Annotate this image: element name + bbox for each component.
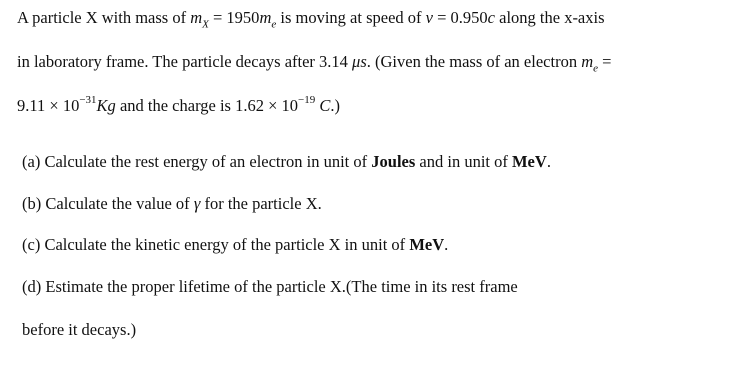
math-exponent: −31 <box>79 93 97 106</box>
problem-line-1 <box>17 8 717 31</box>
problem-text: and the charge is 1.62 × 10 <box>115 96 299 115</box>
math-var: γ <box>193 194 201 213</box>
problem-text: in laboratory frame. The particle decays after 3.14 <box>17 52 353 71</box>
problem-text: .) <box>330 96 341 115</box>
math-var: m <box>259 8 272 27</box>
part-d-text: (d) Estimate the proper lifetime of the particle X.(The time in its rest frame <box>22 277 518 296</box>
math-expression: = 1950 <box>208 8 260 27</box>
math-unit: μs <box>352 52 367 71</box>
math-unit: C <box>315 96 331 115</box>
bold-term: MeV <box>409 235 445 254</box>
part-b <box>22 194 322 214</box>
math-expression: = <box>598 52 612 71</box>
part-d-line-2 <box>22 320 136 340</box>
part-c-text: (c) Calculate the kinetic energy of the particle X in unit of <box>22 235 410 254</box>
part-c-text: . <box>444 235 449 254</box>
problem-text: along the x-axis <box>495 8 605 27</box>
part-b-text: for the particle X. <box>200 194 322 213</box>
problem-line-3 <box>17 93 341 116</box>
part-a-text: . <box>546 152 551 171</box>
bold-term: Joules <box>371 152 416 171</box>
part-b-text: (b) Calculate the value of <box>22 194 194 213</box>
part-a <box>22 152 551 172</box>
math-expression: 9.11 × 10 <box>17 96 80 115</box>
math-subscript: X <box>202 18 209 31</box>
math-var: m <box>581 52 594 71</box>
math-var: v <box>425 8 433 27</box>
part-c <box>22 235 448 255</box>
problem-line-2 <box>17 52 717 75</box>
problem-text: . (Given the mass of an electron <box>366 52 582 71</box>
math-var: m <box>190 8 203 27</box>
math-subscript: e <box>593 62 599 75</box>
math-subscript: e <box>271 18 277 31</box>
math-var: c <box>487 8 495 27</box>
part-a-text: and in unit of <box>415 152 512 171</box>
part-a-text: (a) Calculate the rest energy of an electron in unit of <box>22 152 372 171</box>
math-expression: = 0.950 <box>432 8 488 27</box>
bold-term: MeV <box>511 152 547 171</box>
problem-text: is moving at speed of <box>276 8 426 27</box>
problem-text: A particle X with mass of <box>17 8 191 27</box>
part-d-text: before it decays.) <box>22 320 137 339</box>
part-d-line-1 <box>22 277 518 297</box>
math-exponent: −19 <box>298 93 316 106</box>
math-unit: Kg <box>96 96 116 115</box>
